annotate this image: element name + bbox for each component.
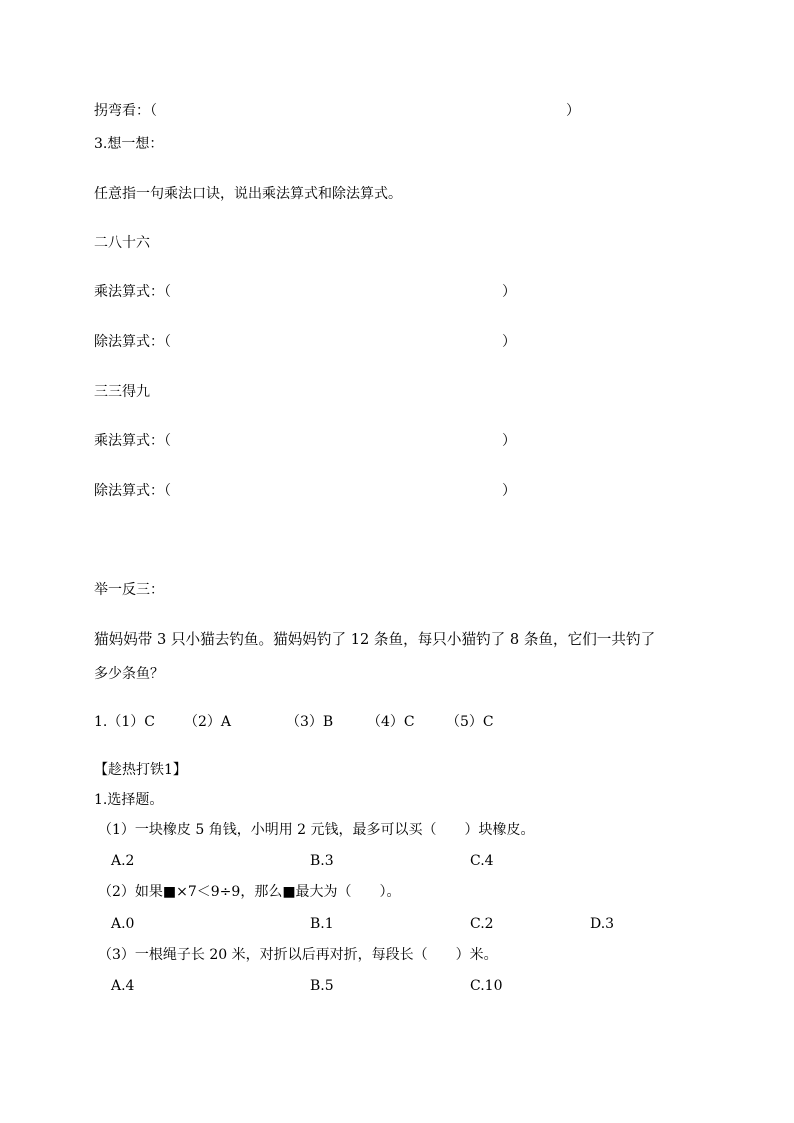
rhyme-2-div-label: 除法算式：（ — [94, 483, 171, 499]
rhyme-2-div-close: ） — [502, 483, 516, 499]
rhyme-1-mult-label: 乘法算式：（ — [94, 284, 171, 300]
guaiwan-close-paren: ） — [566, 103, 580, 119]
rhyme-1-div-label: 除法算式：（ — [94, 334, 171, 350]
juyi-title: 举一反三： — [94, 582, 164, 598]
answer-1: 1.（1）C — [94, 714, 155, 730]
practice-title: 【趁热打铁1】 — [94, 762, 187, 778]
answer-5: （5）C — [446, 714, 494, 730]
question-1-option-b: B.3 — [310, 853, 334, 869]
answer-2: （2）A — [184, 714, 232, 730]
question-1-option-c: C.4 — [470, 853, 494, 869]
juyi-problem-line-1: 猫妈妈带 3 只小猫去钓鱼。猫妈妈钓了 12 条鱼，每只小猫钓了 8 条鱼，它们一共钓了 — [94, 631, 656, 648]
question-2-option-b: B.1 — [310, 916, 334, 932]
rhyme-2-mult-close: ） — [502, 433, 516, 449]
q3-instruction: 任意指一句乘法口诀，说出乘法算式和除法算式。 — [94, 186, 402, 202]
question-3-option-b: B.5 — [310, 978, 334, 994]
answer-3: （3）B — [286, 714, 334, 730]
question-3-stem: （3）一根绳子长 20 米，对折以后再对折，每段长（ ）米。 — [98, 947, 498, 963]
question-2-option-c: C.2 — [470, 916, 494, 932]
question-3-option-c: C.10 — [470, 978, 503, 994]
answer-4: （4）C — [367, 714, 415, 730]
q3-title: 3.想一想： — [94, 136, 164, 152]
rhyme-1: 二八十六 — [94, 235, 150, 251]
question-3-option-a: A.4 — [111, 978, 135, 994]
question-1-stem: （1）一块橡皮 5 角钱，小明用 2 元钱，最多可以买（ ）块橡皮。 — [98, 822, 535, 838]
question-1-option-a: A.2 — [111, 853, 135, 869]
practice-section: 1.选择题。 — [94, 792, 164, 808]
question-2-option-d: D.3 — [590, 916, 615, 932]
guaiwan-label: 拐弯看：（ — [94, 103, 157, 119]
question-2-stem: （2）如果■×7＜9÷9，那么■最大为（ ）。 — [98, 884, 401, 900]
rhyme-2: 三三得九 — [94, 384, 150, 400]
juyi-problem-line-2: 多少条鱼？ — [94, 666, 164, 682]
rhyme-1-div-close: ） — [502, 334, 516, 350]
question-2-option-a: A.0 — [111, 916, 135, 932]
rhyme-2-mult-label: 乘法算式：（ — [94, 433, 171, 449]
rhyme-1-mult-close: ） — [502, 284, 516, 300]
